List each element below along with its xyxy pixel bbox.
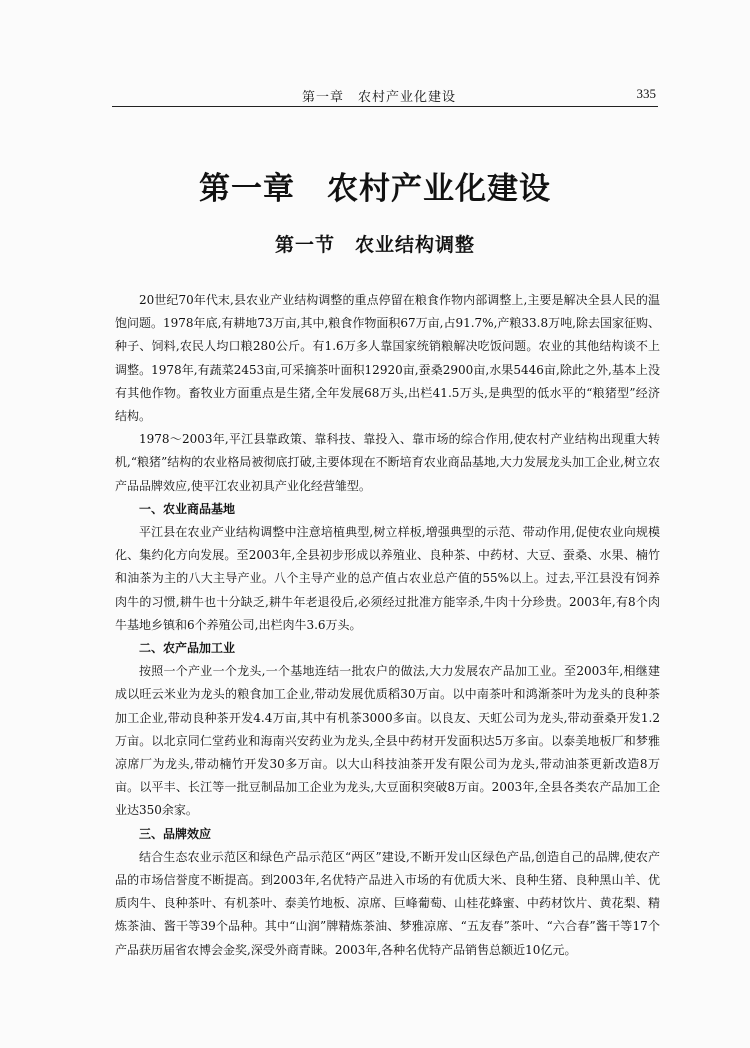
subsection-paragraph: 平江县在农业产业结构调整中注意培植典型,树立样板,增强典型的示范、带动作用,促使农业向规模化、集约化方向发展。至2003年,全县初步形成以养殖业、良种茶、中药材、大豆、蚕桑、水果、楠竹和油茶为主的八大主导产业。八个主导产业的总产值占农业总产值的55%以上。过去,平江县没有饲养肉牛的习惯,耕牛也十分缺乏,耕牛年老退役后,必须经过批准方能宰杀,牛肉十分珍贵。2003年,有8个肉牛基地乡镇和6个养殖公司,出栏肉牛3.6万头。 — [115, 525, 660, 632]
subsection-paragraph: 结合生态农业示范区和绿色产品示范区“两区”建设,不断开发山区绿色产品,创造自己的品牌,使农产品的市场信誉度不断提高。到2003年,名优特产品进入市场的有优质大米、良种生猪、良种黑山羊、优质肉牛、良种茶叶、有机茶叶、泰美竹地板、凉席、巨峰葡萄、山桂花蜂蜜、中药材饮片、黄花梨、精炼茶油、酱干等39个品种。其中“山润”牌精炼茶油、梦雅凉席、“五友春”茶叶、“六合春”酱干等17个产品获历届省农博会金奖,深受外商青睐。2003年,各种名优特产品销售总额近10亿元。 — [115, 849, 660, 957]
running-title: 第一章 农村产业化建设 — [302, 90, 457, 105]
section-title: 第一节 农业结构调整 — [274, 234, 475, 256]
subsection-heading: 一、农业商品基地 — [139, 501, 236, 516]
subsection-heading: 二、农产品加工业 — [139, 641, 236, 656]
intro-paragraph: 20世纪70年代末,县农业产业结构调整的重点停留在粮食作物内部调整上,主要是解决全县人民的温饱问题。1978年底,有耕地73万亩,其中,粮食作物面积67万亩,占91.7%,产粮33.8万吨,除去国家征购、种子、饲料,农民人均口粮280公斤。有1.6万多人靠国家统销粮解决吃饭问题。农业的其他结构谈不上调整。1978年,有蔬菜2453亩,可采摘茶叶面积12920亩,蚕桑2900亩,水果5446亩,除此之外,基本上没有其他作物。畜牧业方面重点是生猪,全年发展68万头,出栏41.5万头,是典型的低水平的“粮猪型”经济结构。 — [115, 293, 660, 424]
body-text — [115, 289, 660, 962]
page-number: 335 — [636, 86, 656, 101]
subsection-paragraph: 按照一个产业一个龙头,一个基地连结一批农户的做法,大力发展农产品加工业。至2003年,相继建成以旺云米业为龙头的粮食加工企业,带动发展优质稻30万亩。以中南茶叶和鸿渐茶叶为龙头的良种茶加工企业,带动良种茶开发4.4万亩,其中有机茶3000多亩。以良友、天虹公司为龙头,带动蚕桑开发1.2万亩。以北京同仁堂药业和海南兴安药业为龙头,全县中药材开发面积达5万多亩。以泰美地板厂和梦雅凉席厂为龙头,带动楠竹开发30多万亩。以大山科技油茶开发有限公司为龙头,带动油茶更新改造8万亩。以平丰、长江等一批豆制品加工企业为龙头,大豆面积突破8万亩。2003年,全县各类农产品加工企业达350余家。 — [115, 664, 660, 818]
subsection-heading: 三、品牌效应 — [139, 826, 212, 841]
running-header — [112, 84, 658, 107]
intro-paragraph: 1978～2003年,平江县靠政策、靠科技、靠投入、靠市场的综合作用,使农村产业结构出现重大转机,“粮猪”结构的农业格局被彻底打破,主要体现在不断培育农业商品基地,大力发展龙头加工企业,树立农产品品牌效应,使平江农业初具产业化经营雏型。 — [115, 432, 660, 493]
chapter-title: 第一章 农村产业化建设 — [199, 171, 551, 207]
